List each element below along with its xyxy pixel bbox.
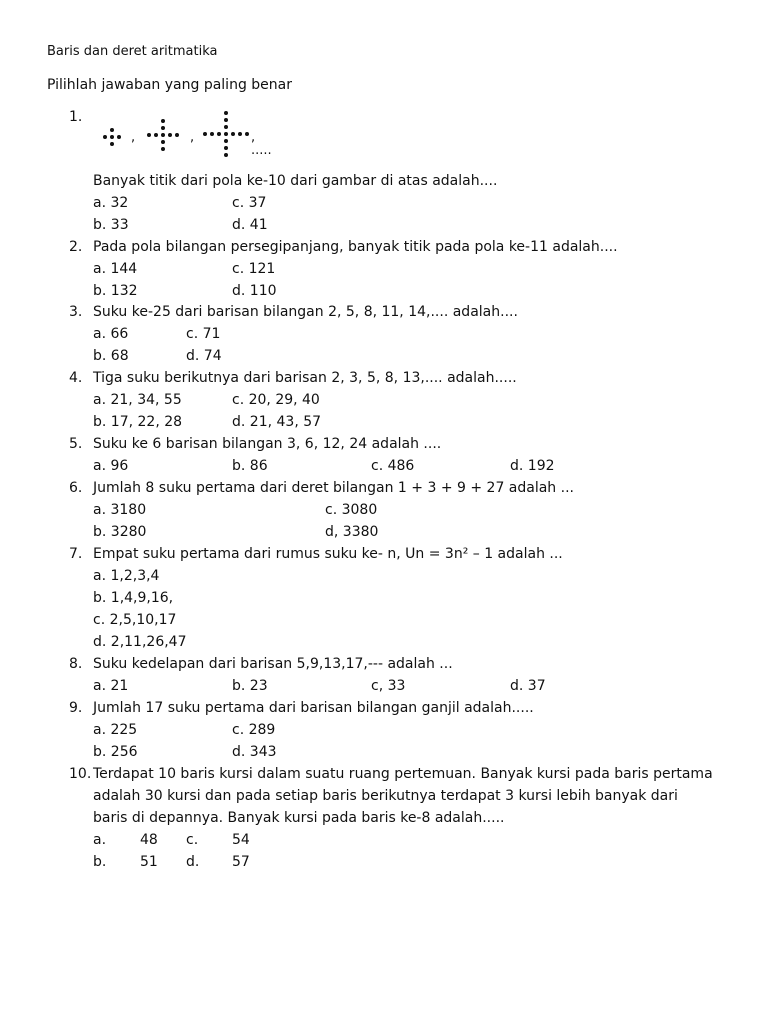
question-6-number: 6. [69,480,83,496]
pattern-dot [161,140,165,144]
question-2-option-d: d. 110 [232,283,277,299]
question-9-option-a: a. 225 [93,722,138,738]
question-4-number: 4. [69,370,83,386]
question-9-option-d: d. 343 [232,744,277,760]
question-3-option-b: b. 68 [93,348,129,364]
question-4-option-c: c. 20, 29, 40 [232,392,320,408]
question-4-option-a: a. 21, 34, 55 [93,392,182,408]
question-9-option-b: b. 256 [93,744,138,760]
question-8-number: 8. [69,656,83,672]
question-10-option-c-value: 54 [232,832,250,848]
pattern-dot [161,133,165,137]
question-6-option-c: c. 3080 [325,502,378,518]
pattern-dot [103,135,107,139]
question-7-option-c: c. 2,5,10,17 [93,612,177,628]
question-9-number: 9. [69,700,83,716]
question-7-option-b: b. 1,4,9,16, [93,590,174,606]
pattern-dot [224,132,228,136]
question-10-text-line-1: Terdapat 10 baris kursi dalam suatu ruang pertemuan. Banyak kursi pada baris pertama [93,766,713,782]
question-10-text-line-3: baris di depannya. Banyak kursi pada baris ke-8 adalah..... [93,810,505,826]
pattern-dot [175,133,179,137]
question-3-text: Suku ke-25 dari barisan bilangan 2, 5, 8, 11, 14,.... adalah.... [93,304,518,320]
question-6-option-d: d, 3380 [325,524,379,540]
question-8-text: Suku kedelapan dari barisan 5,9,13,17,--- adalah ... [93,656,453,672]
pattern-dot [238,132,242,136]
question-5-option-c: c. 486 [371,458,415,474]
question-2-option-c: c. 121 [232,261,276,277]
pattern-dot [224,146,228,150]
question-10-option-b-value: 51 [140,854,158,870]
question-1-text: Banyak titik dari pola ke-10 dari gambar di atas adalah.... [93,173,498,189]
figure-separator: , [190,130,195,145]
question-1-option-b: b. 33 [93,217,129,233]
question-1-option-a: a. 32 [93,195,129,211]
question-2-option-b: b. 132 [93,283,138,299]
question-1-option-d: d. 41 [232,217,268,233]
question-10-option-a-value: 48 [140,832,158,848]
figure-separator: , [131,130,136,145]
pattern-dot [210,132,214,136]
question-5-option-b: b. 86 [232,458,268,474]
question-8-option-b: b. 23 [232,678,268,694]
pattern-dot [224,111,228,115]
pattern-dot [168,133,172,137]
question-4-text: Tiga suku berikutnya dari barisan 2, 3, 5, 8, 13,.... adalah..... [93,370,517,386]
question-10-number: 10. [69,766,92,782]
instruction-text: Pilihlah jawaban yang paling benar [47,77,292,93]
document-title: Baris dan deret aritmatika [47,44,218,59]
pattern-dot [203,132,207,136]
pattern-dot [147,133,151,137]
question-6-text: Jumlah 8 suku pertama dari deret bilangan 1 + 3 + 9 + 27 adalah ... [93,480,574,496]
pattern-dot [161,147,165,151]
question-10-text-line-2: adalah 30 kursi dan pada setiap baris berikutnya terdapat 3 kursi lebih banyak dari [93,788,678,804]
pattern-dot [224,153,228,157]
pattern-dot [110,128,114,132]
question-10-option-c-letter: c. [186,832,199,848]
question-8-option-a: a. 21 [93,678,129,694]
question-1-number: 1. [69,109,83,125]
question-5-option-d: d. 192 [510,458,555,474]
pattern-dot [161,119,165,123]
question-7-option-a: a. 1,2,3,4 [93,568,160,584]
question-9-text: Jumlah 17 suku pertama dari barisan bilangan ganjil adalah..... [93,700,534,716]
question-5-number: 5. [69,436,83,452]
question-3-option-a: a. 66 [93,326,129,342]
question-5-text: Suku ke 6 barisan bilangan 3, 6, 12, 24 adalah .... [93,436,442,452]
question-8-option-c: c, 33 [371,678,406,694]
question-7-number: 7. [69,546,83,562]
question-1-option-c: c. 37 [232,195,267,211]
question-4-option-b: b. 17, 22, 28 [93,414,183,430]
question-10-option-b-letter: b. [93,854,107,870]
question-3-option-d: d. 74 [186,348,222,364]
question-3-option-c: c. 71 [186,326,221,342]
pattern-dot [245,132,249,136]
question-4-option-d: d. 21, 43, 57 [232,414,322,430]
pattern-dot [161,126,165,130]
pattern-dot [110,142,114,146]
question-2-text: Pada pola bilangan persegipanjang, banyak titik pada pola ke-11 adalah.... [93,239,618,255]
question-8-option-d: d. 37 [510,678,546,694]
pattern-dot [224,125,228,129]
pattern-dot [224,139,228,143]
pattern-dot [224,118,228,122]
question-3-number: 3. [69,304,83,320]
question-6-option-b: b. 3280 [93,524,147,540]
question-7-text: Empat suku pertama dari rumus suku ke- n, Un = 3n² – 1 adalah ... [93,546,563,562]
question-5-option-a: a. 96 [93,458,129,474]
question-2-option-a: a. 144 [93,261,138,277]
pattern-dot [110,135,114,139]
figure-separator: , ..... [251,130,272,158]
pattern-dot [217,132,221,136]
question-2-number: 2. [69,239,83,255]
question-10-option-a-letter: a. [93,832,107,848]
pattern-dot [154,133,158,137]
pattern-dot [117,135,121,139]
pattern-dot [231,132,235,136]
question-10-option-d-value: 57 [232,854,250,870]
question-6-option-a: a. 3180 [93,502,147,518]
question-10-option-d-letter: d. [186,854,200,870]
question-7-option-d: d. 2,11,26,47 [93,634,187,650]
question-9-option-c: c. 289 [232,722,276,738]
